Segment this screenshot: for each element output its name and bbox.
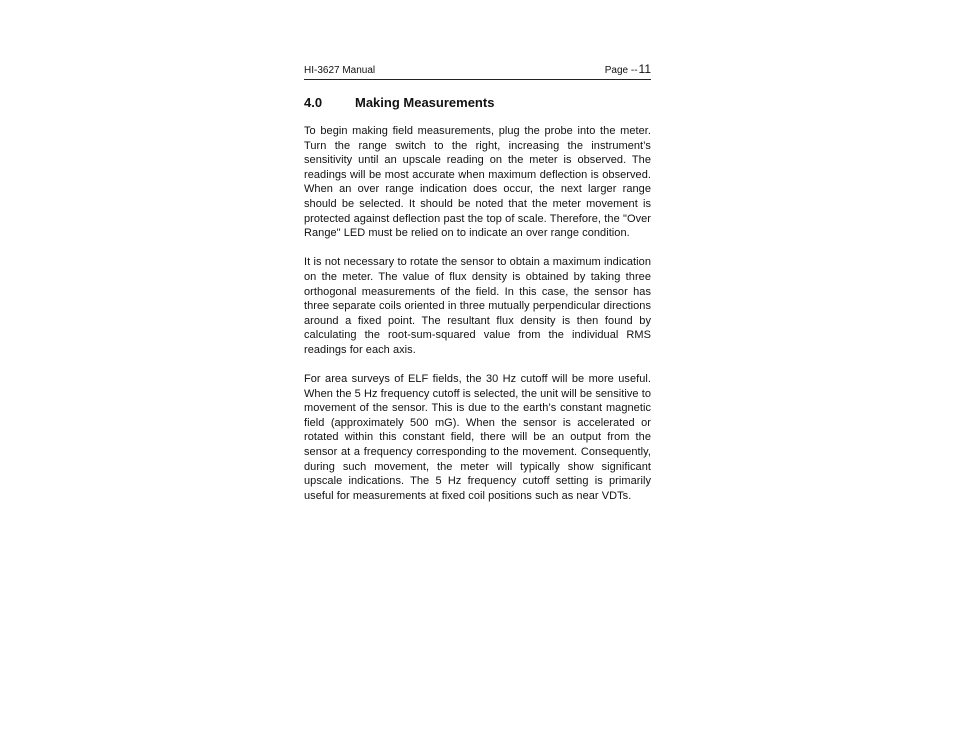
section-number: 4.0 xyxy=(304,95,323,110)
paragraph: For area surveys of ELF fields, the 30 Hz cutoff will be more useful. When the 5 Hz frequency cutoff is selected, the unit will be sensitive to movement of the sensor. This is due to the earth’s constant magnetic field (approximately 500 mG). When the sensor is accelerated or rotated within this constant field, there will be an output from the sensor at a frequency corresponding to the movement. Consequently, during such movement, the meter will typically show significant upscale indications. The 5 Hz frequency cutoff setting is primarily useful for measurements at fixed coil positions such as near VDTs. xyxy=(304,373,651,502)
page-header xyxy=(304,62,651,80)
section-body xyxy=(304,124,651,503)
paragraph: It is not necessary to rotate the sensor to obtain a maximum indication on the meter. The value of flux density is obtained by taking three orthogonal measurements of the field. In this case, the sensor has three separate coils oriented in three mutually perpendicular directions around a fixed point. The resultant flux density is then found by calculating the root-sum-squared value from the individual RMS readings for each axis. xyxy=(304,256,651,356)
page-prefix: Page -- xyxy=(604,65,638,76)
manual-title: HI-3627 Manual xyxy=(304,65,376,76)
paragraph: To begin making field measurements, plug the probe into the meter. Turn the range switch to the right, increasing the instrument’s sensitivity until an upscale reading on the meter is observed. The readings will be most accurate when maximum deflection is observed. When an over range indication does occur, the next larger range should be selected. It should be noted that the meter movement is protected against deflection past the top of scale. Therefore, the "Over Range" LED must be relied on to indicate an over range condition. xyxy=(304,125,651,240)
page-indicator xyxy=(605,63,651,77)
section-title: Making Measurements xyxy=(355,95,495,110)
page-number: 11 xyxy=(638,62,651,76)
manual-page xyxy=(304,62,651,518)
section-heading xyxy=(304,95,651,111)
